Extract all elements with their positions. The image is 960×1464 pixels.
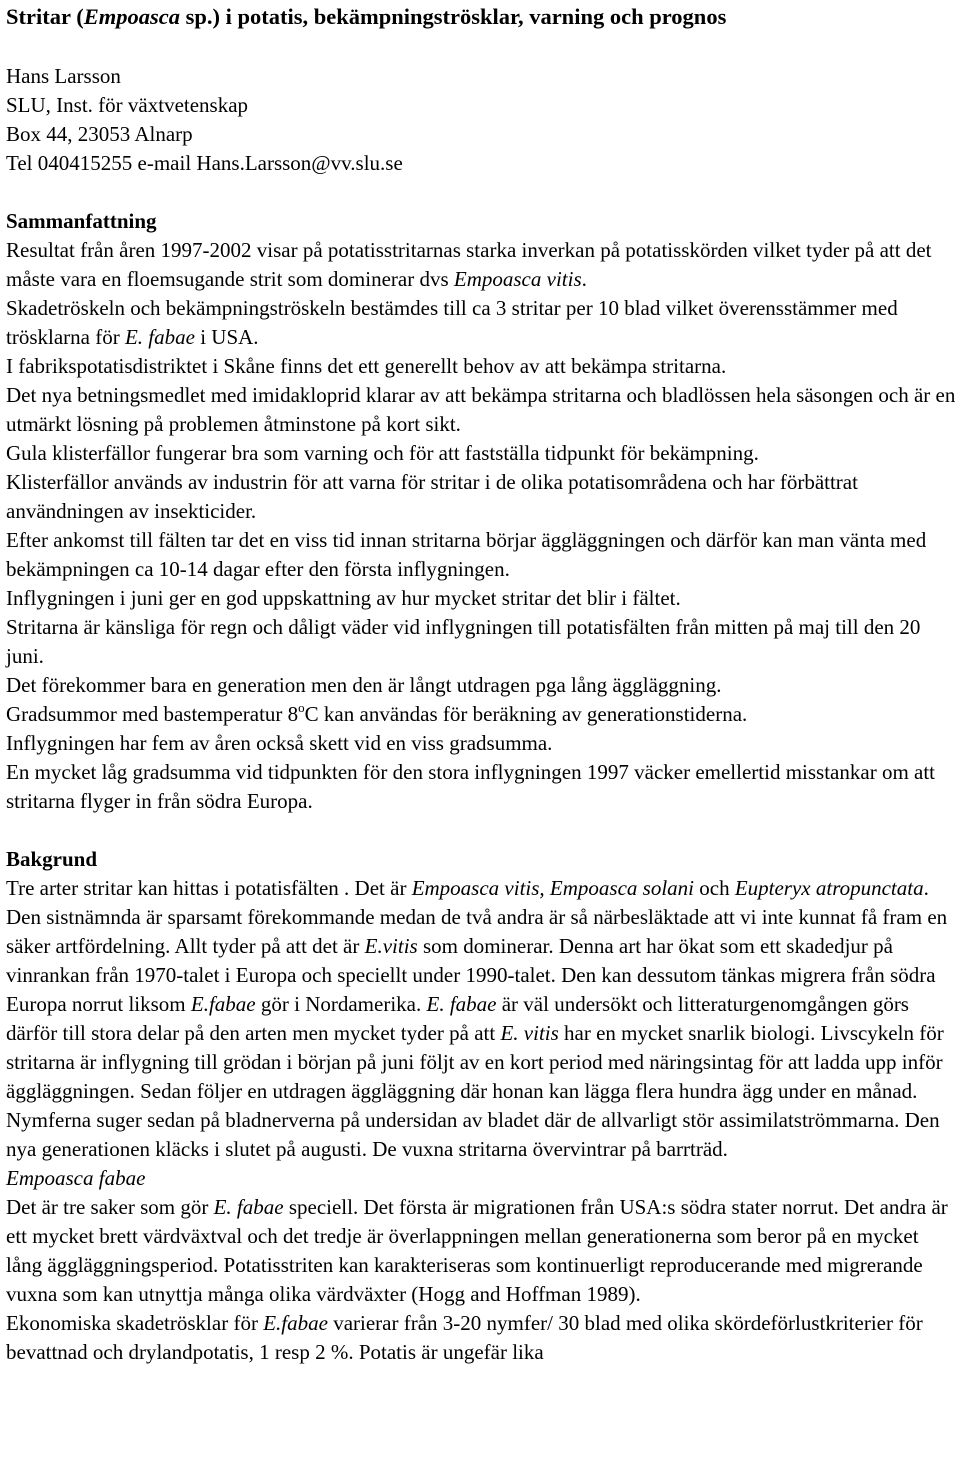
summary-paragraph: Det förekommer bara en generation men den är långt utdragen pga lång äggläggning. xyxy=(6,673,722,697)
summary-paragraph: Klisterfällor används av industrin för att varna för stritar i de olika potatisområdena och har förbättrat användningen av insekticider. xyxy=(6,470,858,523)
summary-paragraph: Inflygningen har fem av åren också skett vid en viss gradsumma. xyxy=(6,731,553,755)
summary-paragraph: I fabrikspotatisdistriktet i Skåne finns det ett generellt behov av att bekämpa stritarna. xyxy=(6,354,727,378)
title-text-end: sp.) i potatis, bekämpningströsklar, varning och prognos xyxy=(179,4,727,29)
summary-paragraph: Gula klisterfällor fungerar bra som varning och för att fastställa tidpunkt för bekämpning. xyxy=(6,441,759,465)
background-paragraph: Ekonomiska skadetrösklar för E.fabae varierar från 3-20 nymfer/ 30 blad med olika skördeförlustkriterier för bevattnad och drylandpotatis, 1 resp 2 %. Potatis är ungefär lika xyxy=(6,1311,923,1364)
title-species: Empoasca xyxy=(83,4,180,29)
document-page xyxy=(6,0,956,1367)
species-subheading: Empoasca fabae xyxy=(6,1166,146,1190)
background-paragraph: Tre arter stritar kan hittas i potatisfälten . Det är Empoasca vitis, Empoasca solani och Eupteryx atropunctata. Den sistnämnda är sparsamt förekommande medan de två andra är så närbesläktade att vi inte kunnat få fram en säker artfördelning. Allt tyder på att det är E.vitis som dominerar. Denna art har ökat som ett skadedjur på vinrankan från 1970-talet i Europa och speciellt under 1990-talet. Den kan dessutom tänkas migrera från södra Europa norrut liksom E.fabae gör i Nordamerika. E. fabae är väl undersökt och litteraturgenomgången görs därför till stora delar på den arten men mycket tyder på att E. vitis har en mycket snarlik biologi. Livscykeln för stritarna är inflygning till grödan i början på juni följt av en kort period med näringsintag för att ladda upp inför äggläggningen. Sedan följer en utdragen äggläggning där honan kan lägga flera hundra ägg under en månad. Nymferna suger sedan på bladnerverna på undersidan av bladet där de allvarligt stör assimilatströmmarna. Den nya generationen kläcks i slutet på augusti. De vuxna stritarna övervintrar på barrträd. xyxy=(6,876,948,1161)
summary-paragraph: Skadetröskeln och bekämpningströskeln bestämdes till ca 3 stritar per 10 blad vilket överensstämmer med trösklarna för E. fabae i USA. xyxy=(6,296,898,349)
background-section xyxy=(6,874,956,1367)
summary-paragraph: Det nya betningsmedlet med imidakloprid klarar av att bekämpa stritarna och bladlössen hela säsongen och är en utmärkt lösning på problemen åtminstone på kort sikt. xyxy=(6,383,956,436)
summary-paragraph: Gradsummor med bastemperatur 8$^o$C kan användas för beräkning av generationstiderna. xyxy=(6,700,748,726)
summary-section xyxy=(6,236,956,816)
author-name: Hans Larsson xyxy=(6,64,121,88)
summary-paragraph: Inflygningen i juni ger en god uppskattning av hur mycket stritar det blir i fältet. xyxy=(6,586,681,610)
author-block xyxy=(6,62,956,178)
summary-heading: Sammanfattning xyxy=(6,209,157,233)
summary-paragraph: Efter ankomst till fälten tar det en viss tid innan stritarna börjar äggläggningen och därför kan man vänta med bekämpningen ca 10-14 dagar efter den första inflygningen. xyxy=(6,528,927,581)
document-title xyxy=(6,2,956,32)
summary-paragraph: Resultat från åren 1997-2002 visar på potatisstritarnas starka inverkan på potatisskörden vilket tyder på att det måste vara en floemsugande strit som dominerar dvs Empoasca vitis. xyxy=(6,238,932,291)
background-paragraph: Det är tre saker som gör E. fabae speciell. Det första är migrationen från USA:s södra stater norrut. Det andra är ett mycket brett värdväxtval och det tredje är överlappningen mellan generationerna som beror på en mycket lång äggläggningsperiod. Potatisstriten kan karakteriseras som kontinuerligt reproducerande med migrerande vuxna som kan utnyttja många olika värdväxter (Hogg and Hoffman 1989). xyxy=(6,1195,948,1306)
background-heading: Bakgrund xyxy=(6,847,98,871)
author-address: Box 44, 23053 Alnarp xyxy=(6,122,193,146)
summary-paragraph: Stritarna är känsliga för regn och dåligt väder vid inflygningen till potatisfälten från mitten på maj till den 20 juni. xyxy=(6,615,921,668)
author-contact: Tel 040415255 e-mail Hans.Larsson@vv.slu.se xyxy=(6,151,403,175)
title-text: Stritar ( xyxy=(6,4,84,29)
summary-paragraph: En mycket låg gradsumma vid tidpunkten för den stora inflygningen 1997 väcker emellertid misstankar om att stritarna flyger in från södra Europa. xyxy=(6,760,936,813)
author-institution: SLU, Inst. för växtvetenskap xyxy=(6,93,249,117)
